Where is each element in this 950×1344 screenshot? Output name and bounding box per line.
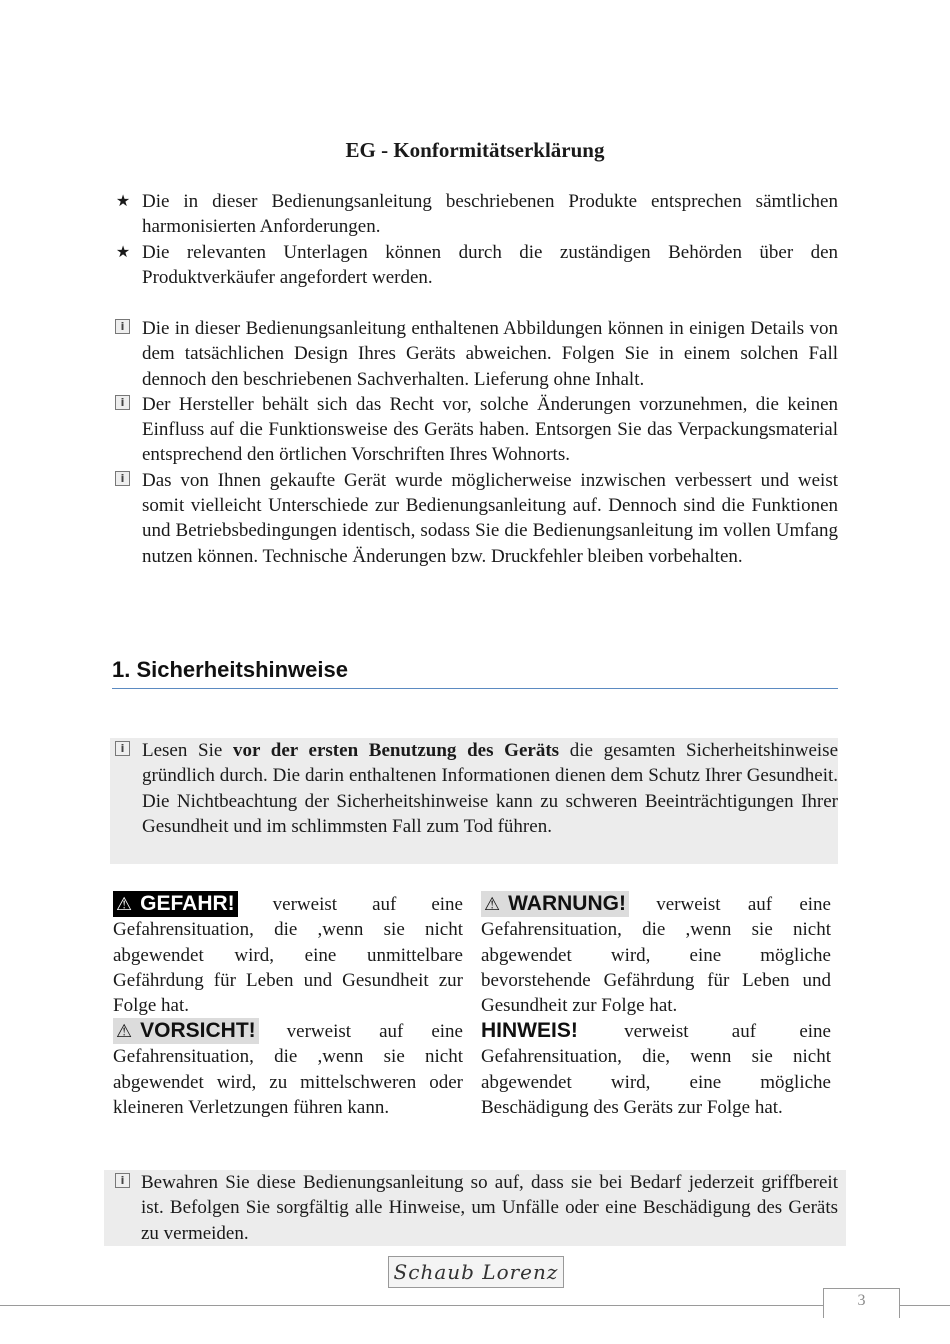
caution-label-text: VORSICHT! [140, 1019, 256, 1042]
notice-label: HINWEIS! [481, 1019, 578, 1042]
warning-text: verweist auf eine Gefahrensituation, die ,wenn sie nicht abgewendet wird, eine mögliche bevorstehende Gefährdung für Leben und Gesundheit zur Folge hat. [481, 894, 831, 1017]
read-notice-pre: Lesen Sie [142, 740, 223, 761]
warning-definition [481, 891, 831, 1018]
info-icon: i [115, 1173, 130, 1188]
read-notice-box [110, 738, 838, 864]
keep-notice-box [104, 1170, 846, 1246]
danger-label [113, 891, 238, 917]
footer-rule-right [900, 1305, 950, 1306]
note-item: Das von Ihnen gekaufte Gerät wurde möglicherweise inzwischen verbessert und weist somit vielleicht Unterschiede zur Bedienungsanleitung auf. Dennoch sind die Funktionen und Betriebsbedingungen identisch, sodass Sie die Bedienungsanleitung im vollen Umfang nutzen können. Technische Änderungen bzw. Druckfehler bleiben vorbehalten. [142, 469, 838, 567]
read-notice-bold: vor der ersten Benutzung des Geräts [233, 740, 560, 761]
brand-logo: Schaub Lorenz [388, 1256, 564, 1288]
warning-label [481, 891, 629, 917]
keep-notice-text: Bewahren Sie diese Bedienungsanleitung so auf, dass sie bei Bedarf jederzeit griffbereit ist. Befolgen Sie sorgfältig alle Hinweise, um Unfälle oder eine Beschädigung des Geräts zu vermeiden. [141, 1172, 838, 1244]
notes-list [112, 316, 838, 569]
danger-text: verweist auf eine Gefahrensituation, die ,wenn sie nicht abgewendet wird, eine unmittelbare Gefährdung für Leben und Gesundheit zur Folge hat. [113, 894, 463, 1017]
read-notice-text [142, 738, 838, 839]
page-number: 3 [857, 1292, 866, 1309]
warning-label-text: WARNUNG! [508, 892, 626, 915]
caution-text: verweist auf eine Gefahrensituation, die ,wenn sie nicht abgewendet wird, zu mittelschweren oder kleineren Verletzungen führen kann. [113, 1021, 463, 1118]
conformity-list [112, 189, 838, 290]
caution-definition [113, 1018, 463, 1120]
danger-definition [113, 891, 463, 1018]
notice-text: verweist auf eine Gefahrensituation, die, wenn sie nicht abgewendet wird, eine mögliche Beschädigung des Geräts zur Folge hat. [481, 1021, 831, 1118]
info-icon: i [115, 395, 130, 410]
danger-label-text: GEFAHR! [140, 892, 235, 915]
page-title: EG - Konformitätserklärung [345, 138, 605, 162]
note-item: Der Hersteller behält sich das Recht vor, solche Änderungen vorzunehmen, die keinen Einfluss auf die Funktionsweise des Geräts haben. Entsorgen Sie das Verpackungsmaterial entsprechend den örtlichen Vorschriften Ihres Wohnorts. [142, 393, 838, 466]
section-heading: 1. Sicherheitshinweise [112, 657, 348, 682]
footer-rule [0, 1305, 823, 1306]
info-icon: i [115, 741, 130, 756]
notice-definition [481, 1018, 831, 1120]
star-icon: ★ [115, 193, 131, 210]
warning-triangle-icon: ⚠ [116, 894, 133, 915]
note-item: Die in dieser Bedienungsanleitung enthaltenen Abbildungen können in einigen Details von dem tatsächlichen Design Ihres Geräts abweichen. Folgen Sie in einem solchen Fall dennoch den beschriebenen Sachverhalten. Lieferung ohne Inhalt. [142, 318, 838, 390]
warning-triangle-icon: ⚠ [484, 894, 501, 915]
star-icon: ★ [115, 243, 131, 261]
conformity-item: Die in dieser Bedienungsanleitung beschriebenen Produkte entsprechen sämtlichen harmonisierten Anforderungen. [142, 191, 838, 238]
info-icon: i [115, 319, 130, 334]
info-icon: i [115, 471, 130, 486]
read-notice-post: die gesamten Sicherheitshinweise gründlich durch. Die darin enthaltenen Informationen dienen dem Schutz Ihrer Gesundheit. Die Nichtbeachtung der Sicherheitshinweise kann zu schweren Beeinträchtigungen Ihrer Gesundheit und im schlimmsten Fall zum Tod führen. [142, 740, 839, 837]
caution-label [113, 1018, 259, 1044]
warning-triangle-icon: ⚠ [116, 1021, 133, 1042]
heading-rule [112, 688, 838, 689]
conformity-item: Die relevanten Unterlagen können durch die zuständigen Behörden über den Produktverkäufer angefordert werden. [142, 241, 838, 288]
